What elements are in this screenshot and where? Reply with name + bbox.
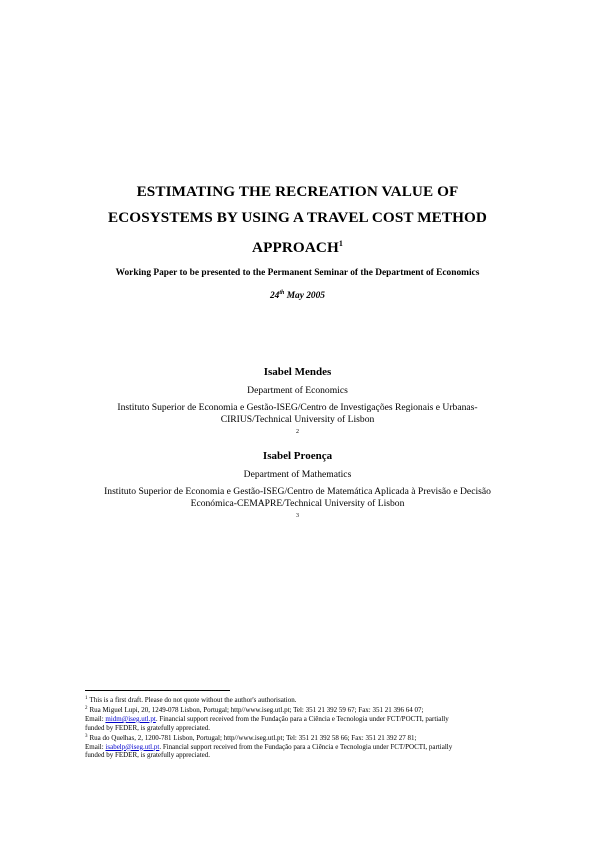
- author-institution: [60, 402, 535, 441]
- footnote-funding: . Financial support received from the Fundação para a Ciência e Tecnologia under FCT/POCTI, partially: [155, 714, 449, 723]
- author-institution: [60, 486, 535, 525]
- email-label: Email:: [85, 742, 106, 751]
- author-block-mendes: [60, 365, 535, 441]
- footnote-funding: . Financial support received from the Fundação para a Ciência e Tecnologia under FCT/POCTI, partially: [159, 742, 453, 751]
- title-line-2: ECOSYSTEMS BY USING A TRAVEL COST METHOD: [107, 209, 488, 226]
- institution-line-2-text: CIRIUS/Technical University of Lisbon: [220, 414, 375, 425]
- footnote-text: This is a first draft. Please do not quote without the author's authorisation.: [89, 696, 297, 704]
- date-day: 24: [269, 291, 280, 301]
- footnote-1: [85, 695, 525, 705]
- footnote-mark: 1: [85, 696, 88, 701]
- author-footnote-mark[interactable]: 3: [296, 513, 299, 519]
- title-footnote-mark[interactable]: 1: [338, 239, 343, 248]
- footnote-address: Rua do Quelhas, 2, 1200-781 Lisbon, Portugal; http//www.iseg.utl.pt; Tel: 351 21 392 58 66; Fax: 351 21 392 27 81;: [89, 733, 417, 742]
- date-day-suffix: th: [279, 290, 285, 296]
- paper-subtitle: Working Paper to be presented to the Permanent Seminar of the Department of Economics: [115, 268, 480, 278]
- author-department: Department of Economics: [247, 385, 348, 396]
- footnote-address: Rua Miguel Lupi, 20, 1249-078 Lisbon, Portugal; http//www.iseg.utl.pt; Tel: 351 21 392 59 67; Fax: 351 21 396 64 07;: [89, 705, 424, 714]
- footnote-mark: 2: [85, 705, 88, 711]
- footnote-3-email-line: [85, 743, 525, 752]
- title-line-3: [70, 231, 525, 261]
- email-link[interactable]: midm@iseg.utl.pt: [105, 714, 156, 723]
- footnotes: [85, 695, 525, 760]
- paper-date: [60, 287, 535, 302]
- author-footnote-mark[interactable]: 2: [296, 429, 299, 435]
- footnote-3-address: [85, 733, 525, 743]
- institution-line-2: [60, 414, 535, 441]
- institution-line-1: Instituto Superior de Economia e Gestão-ISEG/Centro de Matemática Aplicada à Previsão e Decisão: [104, 486, 491, 497]
- footnote-3-funding-cont: funded by FEDER, is gratefully appreciated.: [85, 751, 210, 760]
- title-line-1: ESTIMATING THE RECREATION VALUE OF: [136, 183, 459, 200]
- title-line-3-text: APPROACH: [252, 239, 339, 256]
- author-name: Isabel Proença: [262, 450, 333, 462]
- footnote-2-funding-cont: funded by FEDER, is gratefully appreciated.: [85, 723, 210, 732]
- email-label: Email:: [85, 714, 106, 723]
- footnote-2-email-line: [85, 715, 525, 724]
- date-rest: May 2005: [284, 291, 325, 301]
- paper-title: [70, 179, 525, 261]
- institution-line-2-text: Económica-CEMAPRE/Technical University of Lisbon: [190, 498, 405, 509]
- author-block-proenca: [60, 449, 535, 525]
- institution-line-1: Instituto Superior de Economia e Gestão-ISEG/Centro de Investigações Regionais e Urbanas-: [117, 402, 478, 413]
- footnote-separator: [85, 690, 230, 691]
- author-department: Department of Mathematics: [243, 469, 352, 480]
- author-name: Isabel Mendes: [263, 366, 332, 378]
- footnote-2-address: [85, 705, 525, 715]
- footnote-mark: 3: [85, 733, 88, 739]
- email-link[interactable]: isabelp@iseg.utl.pt: [105, 742, 160, 751]
- institution-line-2: [60, 498, 535, 525]
